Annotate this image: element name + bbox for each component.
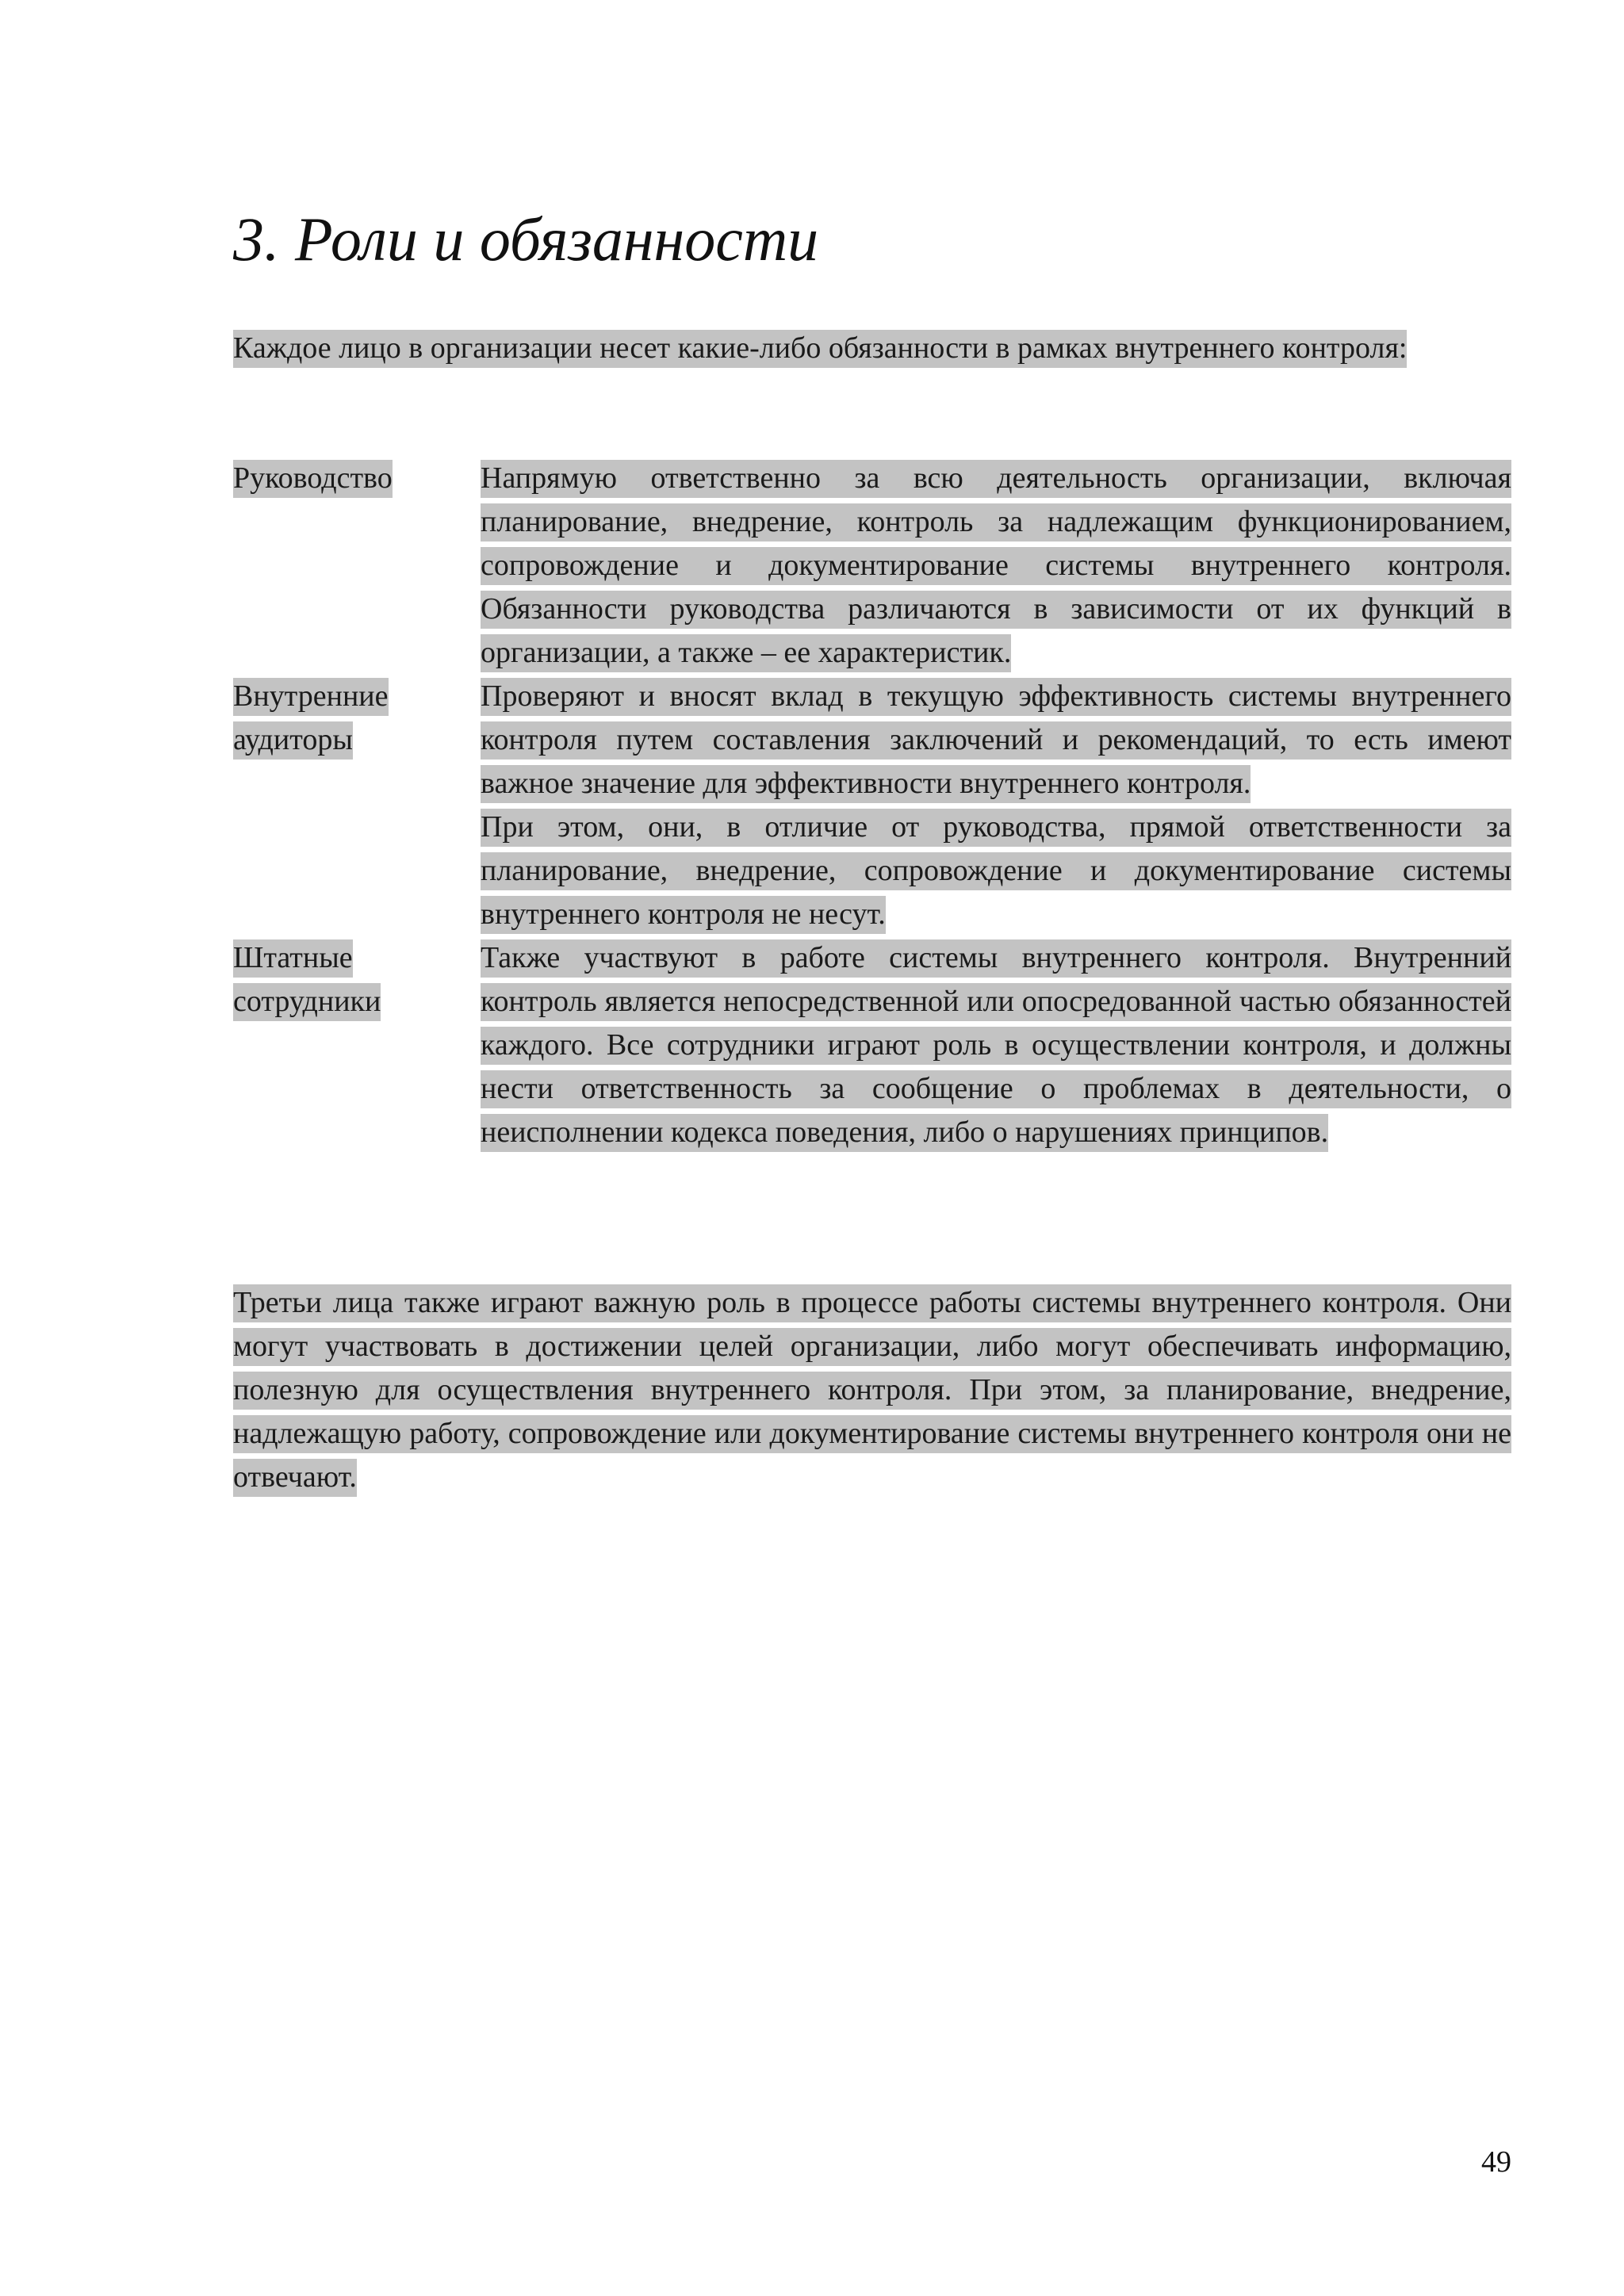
role-name [233, 936, 481, 1024]
role-paragraph [481, 675, 1511, 806]
outro-text: Третьи лица также играют важную роль в процессе работы системы внутреннего контроля. Они могут участвовать в достижении целей организации, либо могут обеспечивать информацию, полезную для осуществления внутреннего контроля. При этом, за планирование, внедрение, надлежащую работу, сопровождение или документирование системы внутреннего контроля они не отвечают. [233, 1284, 1511, 1497]
page-number: 49 [1481, 2145, 1511, 2179]
role-paragraph-text: При этом, они, в отличие от руководства, прямой ответственности за планирование, внедрение, сопровождение и документирование системы внутреннего контроля не несут. [481, 809, 1511, 934]
role-name-text: Штатные сотрудники [233, 939, 381, 1021]
role-description [481, 675, 1511, 936]
roles-table [233, 457, 1511, 1154]
role-name [233, 675, 481, 762]
role-name [233, 457, 481, 500]
intro-text: Каждое лицо в организации несет какие-либо обязанности в рамках внутреннего контроля: [233, 330, 1407, 368]
role-description [481, 457, 1511, 675]
role-row-management [233, 457, 1511, 675]
role-paragraph [481, 457, 1511, 675]
role-name-text: Внутренние аудиторы [233, 678, 389, 760]
role-paragraph [481, 806, 1511, 936]
role-row-staff [233, 936, 1511, 1154]
section-heading: 3. Роли и обязанности [233, 205, 819, 274]
role-paragraph-text: Проверяют и вносят вклад в текущую эффективность системы внутреннего контроля путем составления заключений и рекомендаций, то есть имеют важное значение для эффективности внутреннего контроля. [481, 678, 1511, 803]
outro-paragraph [233, 1281, 1511, 1499]
role-paragraph-text: Также участвуют в работе системы внутреннего контроля. Внутренний контроль является непосредственной или опосредованной частью обязанностей каждого. Все сотрудники играют роль в осуществлении контроля, и должны нести ответственность за сообщение о проблемах в деятельности, о неисполнении кодекса поведения, либо о нарушениях принципов. [481, 939, 1511, 1152]
intro-paragraph [233, 327, 1511, 370]
role-row-internal-auditors [233, 675, 1511, 936]
role-description [481, 936, 1511, 1154]
role-paragraph-text: Напрямую ответственно за всю деятельность организации, включая планирование, внедрение, контроль за надлежащим функционированием, сопровождение и документирование системы внутреннего контроля. Обязанности руководства различаются в зависимости от их функций в организации, а также – ее характеристик. [481, 460, 1511, 672]
role-paragraph [481, 936, 1511, 1154]
role-name-text: Руководство [233, 460, 393, 498]
